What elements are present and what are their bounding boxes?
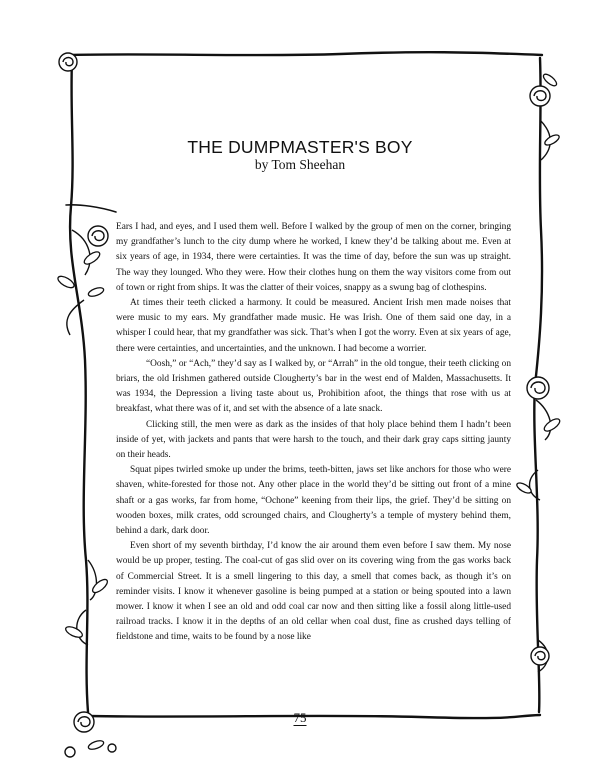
- paragraph: Ears I had, and eyes, and I used them well. Before I walked by the group of men on the corner, bringing my grandfather’s lunch to the city dump where he worked, I knew they’d be talking about me. Even at six years of age, in 1934, there were certainties. It was the time of day, before the sun was up straight. The way they lounged. Who they were. How their clothes hung on them the way visitors come from out of town or right from ships. It was the clatter of their voices, snappy as a swung bag of clothespins.: [116, 222, 511, 293]
- story-byline: by Tom Sheehan: [254, 157, 346, 172]
- story-body: [116, 220, 511, 646]
- rose-right-lower-icon: [531, 647, 549, 665]
- story-title: THE DUMPMASTER'S BOY: [187, 137, 413, 157]
- paragraph: “Oosh,” or “Ach,” they’d say as I walked by, or “Arrah” in the old tongue, their teeth clicking on briars, the old Irishmen gathered outside Clougherty’s bar in the west end of Malden, Massachusetts. It was 1934, the Depression a living taste about us, Prohibition afoot, the things that rose with us at breakfast, what there was of it, and set with the absence of a late snack.: [116, 358, 511, 415]
- rose-top-left-icon: [59, 53, 77, 71]
- rose-left-upper-icon: [88, 226, 108, 246]
- paragraph: Even short of my seventh birthday, I’d know the air around them even before I saw them. My nose would be up proper, testing. The coal-cut of gas slid over on its covering wing from the gas works back of Commercial Street. It is a smell lingering to this day, a smell that comes back, as though it’s on reminder visits. I know it whenever gasoline is being pumped at a station or being spouted into a lawn mower. I know it when I see an old and odd coal car now and then sitting like a fossil along little-used railroad tracks. I know it in the depths of an old cellar when coal dust, fine as crushed days telling of fieldstone and time, waits to be found by a nose like: [116, 541, 511, 643]
- paragraph: Clicking still, the men were as dark as the insides of that holy place behind them I hadn’t been inside of yet, with jackets and pants that were harsh to the touch, and their dark gray caps sitting jaunty on their heads.: [116, 419, 511, 461]
- page-number: 75: [293, 710, 307, 725]
- rose-top-right-icon: [530, 86, 550, 106]
- paragraph: Squat pipes twirled smoke up under the brims, teeth-bitten, jaws set like anchors for those who were shaven, white-forested for those not. Any other place in the world they’d be sitting out front of a mine shaft or a gas works, far from home, “Ochone” keening from their lips, the grief. They’d be sitting on wooden boxes, milk crates, odd scrounged chairs, and Clougherty’s a temple of mystery behind them, behind a dark, dark door.: [116, 465, 511, 537]
- top-border-line: [72, 52, 542, 55]
- paragraph: At times their teeth clicked a harmony. It could be measured. Ancient Irish men made noises that were music to my ears. My grandfather made music. He was Irish. One of them said one day, in a whisper I could hear, that my grandfather was sick. That’s when I got the worry. Even at six years of age, there were certainties, and uncertainties, and the unknown. I had become a worrier.: [116, 298, 511, 354]
- rose-right-middle-icon: [527, 377, 549, 399]
